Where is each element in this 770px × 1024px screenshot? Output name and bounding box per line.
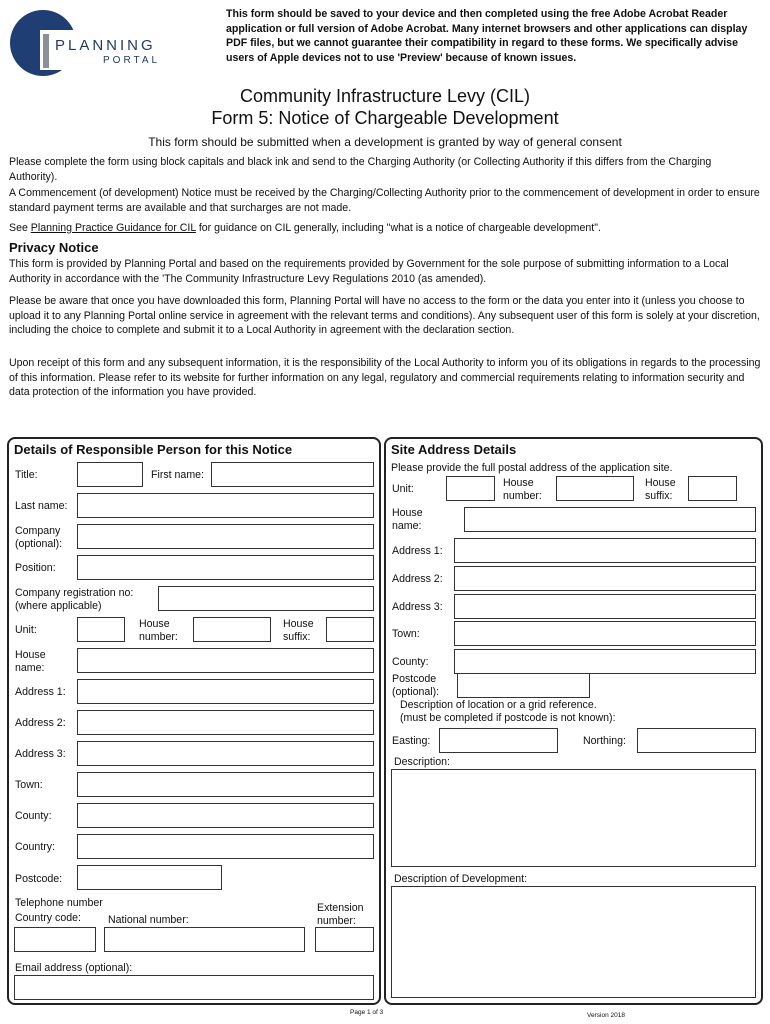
company-label-line2: (optional):: [15, 537, 63, 550]
company-reg-line2: (where applicable): [15, 599, 102, 612]
privacy-p2: Please be aware that once you have downloaded this form, Planning Portal will have no access to the form or the data you enter into it (unless you choose to upload it to any Planning Portal online service in agreement with the relevant terms and conditions). Any subsequent user of this form is solely at your discretion, including the choice to complete and submit it to a Local Authority in agreement with the declaration section.: [9, 295, 760, 336]
address1-field[interactable]: [77, 679, 374, 704]
site-postcode-field[interactable]: [457, 673, 590, 698]
site-house-name-line1: House: [392, 507, 423, 519]
planning-portal-logo: [8, 8, 178, 78]
logo-line1: PLANNING: [55, 37, 156, 54]
site-description-field[interactable]: [391, 769, 756, 867]
extension-label: [317, 902, 364, 927]
company-reg-line1: Company registration no:: [15, 587, 134, 599]
house-number-line2: number:: [139, 630, 178, 643]
county-field[interactable]: [77, 803, 374, 828]
site-house-number-label: [503, 477, 542, 502]
site-town-field[interactable]: [454, 621, 756, 646]
guidance-link[interactable]: Planning Practice Guidance for CIL: [30, 222, 196, 234]
house-name-label: [15, 649, 46, 674]
easting-label: Easting:: [392, 735, 431, 747]
country-field[interactable]: [77, 834, 374, 859]
house-suffix-line2: suffix:: [283, 630, 311, 643]
house-suffix-label: [283, 618, 314, 643]
site-house-number-line2: number:: [503, 489, 542, 502]
house-name-line1: House: [15, 649, 46, 661]
town-field[interactable]: [77, 772, 374, 797]
site-house-number-line1: House: [503, 477, 534, 489]
site-house-name-line2: name:: [392, 519, 422, 532]
see-text: See: [9, 222, 31, 234]
email-field[interactable]: [14, 975, 374, 1000]
intro-p2: A Commencement (of development) Notice must be received by the Charging/Collecting Authority prior to the commencement of development in order to ensure standard payment terms are available and that surcharges are not made.: [9, 187, 760, 214]
address1-label: Address 1:: [15, 686, 66, 698]
version-label: Version 2018: [587, 1012, 625, 1019]
site-house-suffix-field[interactable]: [688, 476, 737, 501]
house-suffix-field[interactable]: [326, 617, 374, 642]
house-number-label: [139, 618, 178, 643]
responsible-heading: Details of Responsible Person for this Notice: [14, 442, 293, 457]
site-town-label: Town:: [392, 628, 420, 640]
company-label: [15, 525, 62, 550]
last-name-field[interactable]: [77, 493, 374, 518]
national-number-field[interactable]: [104, 927, 305, 952]
email-label: Email address (optional):: [15, 962, 133, 974]
extension-line2: number:: [317, 914, 356, 927]
site-house-suffix-label: [645, 477, 676, 502]
site-house-name-field[interactable]: [464, 507, 756, 532]
logo-line2: PORTAL: [103, 55, 161, 66]
first-name-label: First name:: [151, 469, 204, 481]
extension-field[interactable]: [315, 927, 374, 952]
development-description-field[interactable]: [391, 886, 756, 998]
site-heading: Site Address Details: [391, 442, 517, 457]
house-suffix-line1: House: [283, 618, 314, 630]
unit-label: Unit:: [15, 624, 37, 636]
title-label: Title:: [15, 469, 38, 481]
house-name-field[interactable]: [77, 648, 374, 673]
site-instruction: Please provide the full postal address of the application site.: [391, 462, 673, 474]
site-house-suffix-line1: House: [645, 477, 676, 489]
address2-field[interactable]: [77, 710, 374, 735]
company-field[interactable]: [77, 524, 374, 549]
northing-label: Northing:: [583, 735, 626, 747]
site-postcode-label: [392, 673, 439, 698]
site-unit-label: Unit:: [392, 483, 414, 495]
town-label: Town:: [15, 779, 43, 791]
country-code-field[interactable]: [14, 927, 96, 952]
site-house-number-field[interactable]: [556, 476, 634, 501]
consent-note: This form should be submitted when a development is granted by way of general consent: [148, 135, 622, 149]
extension-line1: Extension: [317, 902, 364, 914]
intro-p1: Please complete the form using block capitals and black ink and send to the Charging Authority (or Collecting Authority if this differs from the Charging Authority).: [9, 156, 712, 183]
site-address1-field[interactable]: [454, 538, 756, 563]
site-address1-label: Address 1:: [392, 545, 443, 557]
company-reg-label: [15, 587, 133, 612]
county-label: County:: [15, 810, 52, 822]
first-name-field[interactable]: [211, 462, 374, 487]
page-title: Community Infrastructure Levy (CIL): [239, 86, 531, 106]
country-label: Country:: [15, 841, 56, 853]
house-number-line1: House: [139, 618, 170, 630]
save-warning: This form should be saved to your device and then completed using the free Adobe Acrobat Reader application or full version of Adobe Acrobat. Many internet browsers and other applications can display PDF files, but we cannot guarantee their compatibility in regard to these forms. We specifically advise users of Apple devices not to use 'Preview' because of known issues.: [226, 8, 748, 64]
title-field[interactable]: [77, 462, 143, 487]
site-unit-field[interactable]: [446, 476, 495, 501]
development-description-label: Description of Development:: [394, 873, 528, 885]
site-house-suffix-line2: suffix:: [645, 489, 673, 502]
country-code-label: Country code:: [15, 912, 81, 924]
site-location-label: [400, 699, 616, 724]
house-number-field[interactable]: [193, 617, 271, 642]
postcode-label: Postcode:: [15, 873, 63, 885]
address3-label: Address 3:: [15, 748, 66, 760]
site-location-line1: Description of location or a grid reference.: [400, 699, 597, 711]
company-label-line1: Company: [15, 525, 61, 537]
site-postcode-line2: (optional):: [392, 685, 440, 698]
privacy-heading: Privacy Notice: [9, 240, 99, 255]
site-location-line2: (must be completed if postcode is not known):: [400, 711, 616, 724]
site-address2-label: Address 2:: [392, 573, 443, 585]
easting-field[interactable]: [439, 728, 558, 753]
site-postcode-line1: Postcode: [392, 673, 437, 685]
national-number-label: National number:: [108, 914, 189, 926]
privacy-p1: This form is provided by Planning Portal and based on the requirements provided by Government for the sole purpose of submitting information to a Local Authority in accordance with the 'The Community Infrastructure Levy Regulations 2010 (as amended).: [9, 258, 729, 285]
site-description-label: Description:: [394, 756, 450, 768]
site-address3-field[interactable]: [454, 594, 756, 619]
site-house-name-label: [392, 507, 423, 532]
position-field[interactable]: [77, 555, 374, 580]
house-name-line2: name:: [15, 661, 45, 674]
unit-field[interactable]: [77, 617, 125, 642]
address3-field[interactable]: [77, 741, 374, 766]
site-county-field[interactable]: [454, 649, 756, 674]
postcode-field[interactable]: [77, 865, 222, 890]
last-name-label: Last name:: [15, 500, 68, 512]
page-number: Page 1 of 3: [350, 1009, 384, 1016]
position-label: Position:: [15, 562, 56, 574]
site-county-label: County:: [392, 656, 429, 668]
address2-label: Address 2:: [15, 717, 66, 729]
form-subtitle: Form 5: Notice of Chargeable Development: [211, 108, 559, 128]
site-address3-label: Address 3:: [392, 601, 443, 613]
site-address2-field[interactable]: [454, 566, 756, 591]
telephone-label: Telephone number: [15, 897, 103, 909]
privacy-p3: Upon receipt of this form and any subsequent information, it is the responsibility of the Local Authority to inform you of its obligations in regards to the processing of this information. Please refer to its website for further information on any legal, regulatory and commercial requirements relating to information security and data protection of the information you have provided.: [9, 357, 761, 398]
intro-guidance: [9, 221, 761, 236]
company-reg-field[interactable]: [158, 586, 374, 611]
see-rest-text: for guidance on CIL generally, including "what is a notice of chargeable development".: [195, 222, 601, 234]
northing-field[interactable]: [637, 728, 756, 753]
